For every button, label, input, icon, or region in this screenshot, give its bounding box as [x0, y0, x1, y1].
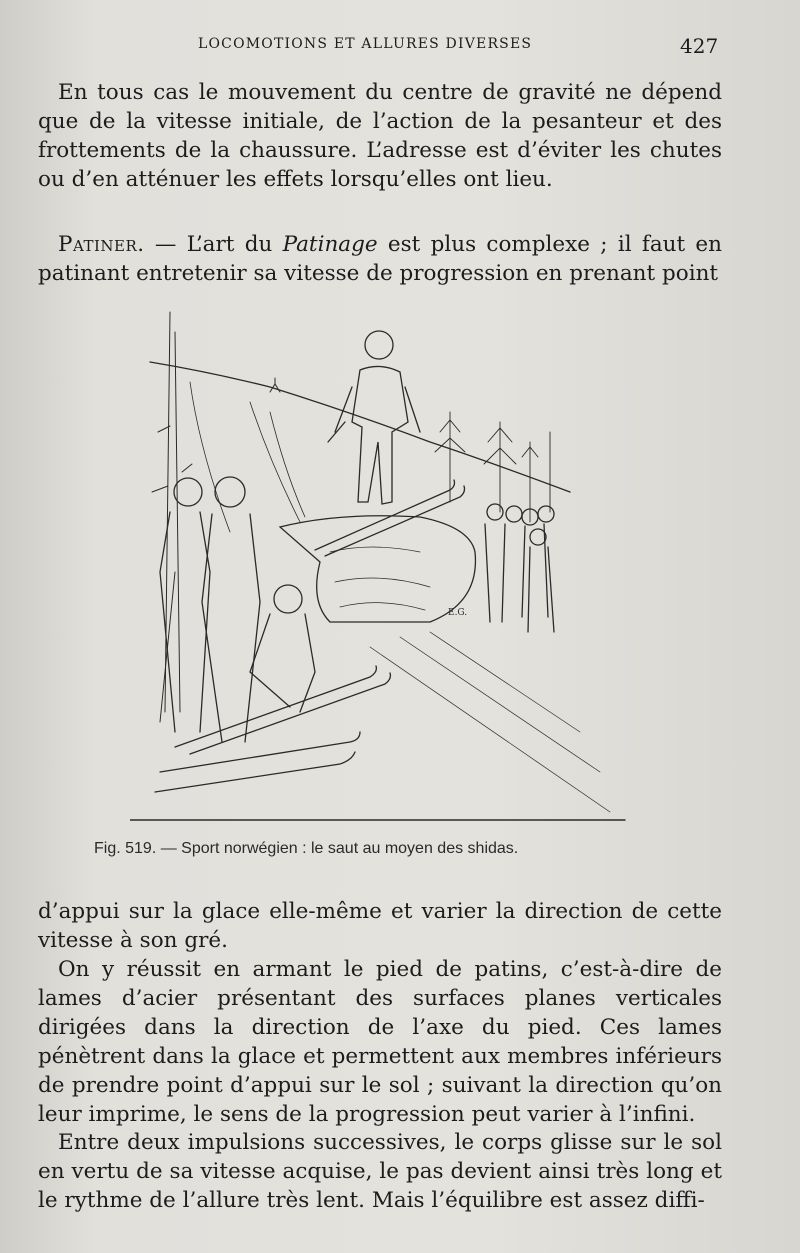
figure-illustration: [130, 292, 630, 827]
spectator-2: [202, 514, 260, 742]
italic-term: Patinage: [282, 232, 378, 257]
spectator-3: [250, 614, 315, 712]
artist-signature: E.G.: [448, 608, 468, 618]
paragraph-5: Entre deux impulsions successives, le corps glisse sur le sol en vertu de sa vitesse acquise, le pas devient ainsi très long et le rythme de l’allure très lent. Mais l’équilibre est assez diffi-: [38, 1130, 722, 1213]
running-title: LOCOMOTIONS ET ALLURES DIVERSES: [198, 36, 533, 52]
section-lead: Patiner.: [58, 232, 145, 257]
paragraph-3: d’appui sur la glace elle-même et varier la direction de cette vitesse à son gré.: [38, 899, 722, 953]
page-number: 427: [680, 34, 719, 58]
jumper-head: [365, 331, 393, 359]
paragraph-4: On y réussit en armant le pied de patins, c’est-à-dire de lames d’acier présentant des surfaces planes verticales dirigées dans la direction de l’axe du pied. Ces lames pénètrent dans la glace et permettent aux membres inférieurs de prendre point d’appui sur le sol ; suivant la direction qu’on leur imprime, le sens de la progression peut varier à l’infini.: [38, 957, 722, 1127]
ski-fg-1: [175, 666, 376, 747]
takeoff-mound: [280, 516, 475, 622]
ski-jump-engraving: [130, 292, 630, 827]
paragraph-1: En tous cas le mouvement du centre de gravité ne dépend que de la vitesse initiale, de l’action de la pesanteur et des frottements de la chaussure. L’adresse est d’éviter les chutes ou d’en atténuer les effets lorsqu’elles ont lieu.: [38, 80, 722, 192]
jumper-body: [352, 366, 408, 504]
section-dash: — L’art du: [144, 232, 283, 257]
figure-caption: Fig. 519. — Sport norwégien : le saut au moyen des shidas.: [94, 840, 519, 857]
page-header: [0, 34, 800, 64]
jumper-ski-1: [315, 480, 455, 550]
paragraph-2-rest: est plus complexe ; il faut en patinant entretenir sa vitesse de progression en prenant point: [38, 232, 723, 286]
paragraph-2: [38, 230, 722, 288]
